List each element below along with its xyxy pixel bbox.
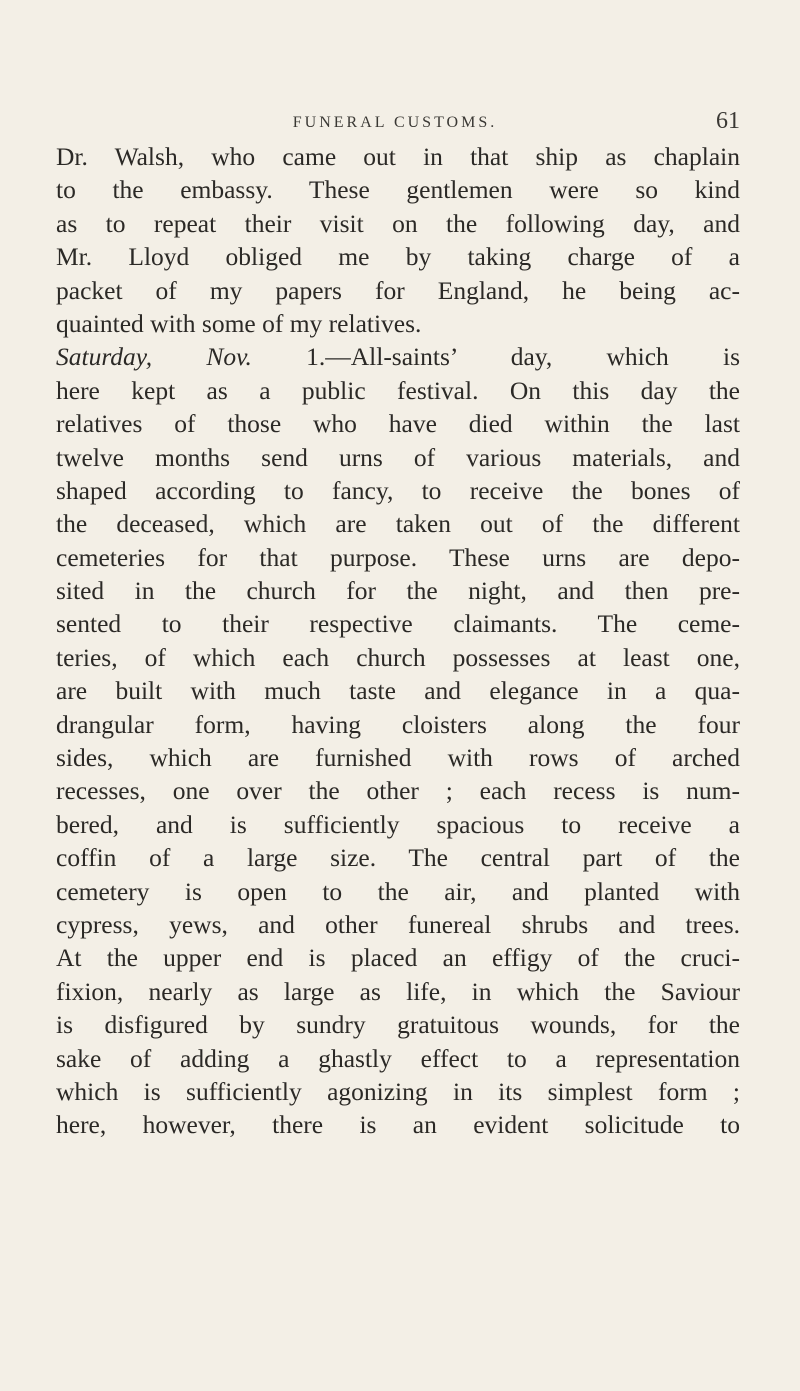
text-line: the deceased, which are taken out of the different <box>56 509 740 539</box>
entry-date-rest: 1.—All-saints’ day, which is <box>306 342 740 372</box>
text-line: sides, which are furnished with rows of arched <box>56 743 740 773</box>
page-number: 61 <box>716 108 740 134</box>
text-line: sited in the church for the night, and then pre- <box>56 576 740 606</box>
text-line: here, however, there is an evident solicitude to <box>56 1110 740 1140</box>
text-line: Mr. Lloyd obliged me by taking charge of a <box>56 242 740 272</box>
text-line: At the upper end is placed an effigy of the cruci- <box>56 943 740 973</box>
text-line: twelve months send urns of various materials, and <box>56 442 740 472</box>
text-line: drangular form, having cloisters along the four <box>56 709 740 739</box>
text-line: cemeteries for that purpose. These urns are depo- <box>56 542 740 572</box>
text-line: fixion, nearly as large as life, in which the Saviour <box>56 976 740 1006</box>
text-line: as to repeat their visit on the following day, and <box>56 208 740 238</box>
text-line: which is sufficiently agonizing in its simplest form ; <box>56 1076 740 1106</box>
text-line: cemetery is open to the air, and planted with <box>56 876 740 906</box>
text-line: sake of adding a ghastly effect to a representation <box>56 1043 740 1073</box>
text-line: are built with much taste and elegance in a qua- <box>56 676 740 706</box>
text-line: bered, and is sufficiently spacious to receive a <box>56 809 740 839</box>
running-title: FUNERAL CUSTOMS. <box>292 114 498 131</box>
text-line: relatives of those who have died within the last <box>56 409 740 439</box>
text-line: recesses, one over the other ; each recess is num- <box>56 776 740 806</box>
text-line: is disfigured by sundry gratuitous wounds, for the <box>56 1010 740 1040</box>
text-line: teries, of which each church possesses at least one, <box>56 642 740 672</box>
text-line: here kept as a public festival. On this day the <box>56 375 740 405</box>
text-line: coffin of a large size. The central part of the <box>56 843 740 873</box>
entry-date-month: Nov. <box>206 342 252 372</box>
body-text <box>56 140 740 1142</box>
text-line: sented to their respective claimants. The ceme- <box>56 609 740 639</box>
text-line: packet of my papers for England, he being ac- <box>56 275 740 305</box>
text-line: cypress, yews, and other funereal shrubs and trees. <box>56 909 740 939</box>
text-line: quainted with some of my relatives. <box>56 308 422 338</box>
entry-date-day: Saturday, <box>56 342 153 372</box>
text-line: to the embassy. These gentlemen were so kind <box>56 175 740 205</box>
text-line: Dr. Walsh, who came out in that ship as chaplain <box>56 142 740 171</box>
entry-date-line <box>56 340 740 373</box>
running-head <box>50 108 740 138</box>
text-line: shaped according to fancy, to receive the bones of <box>56 475 740 505</box>
